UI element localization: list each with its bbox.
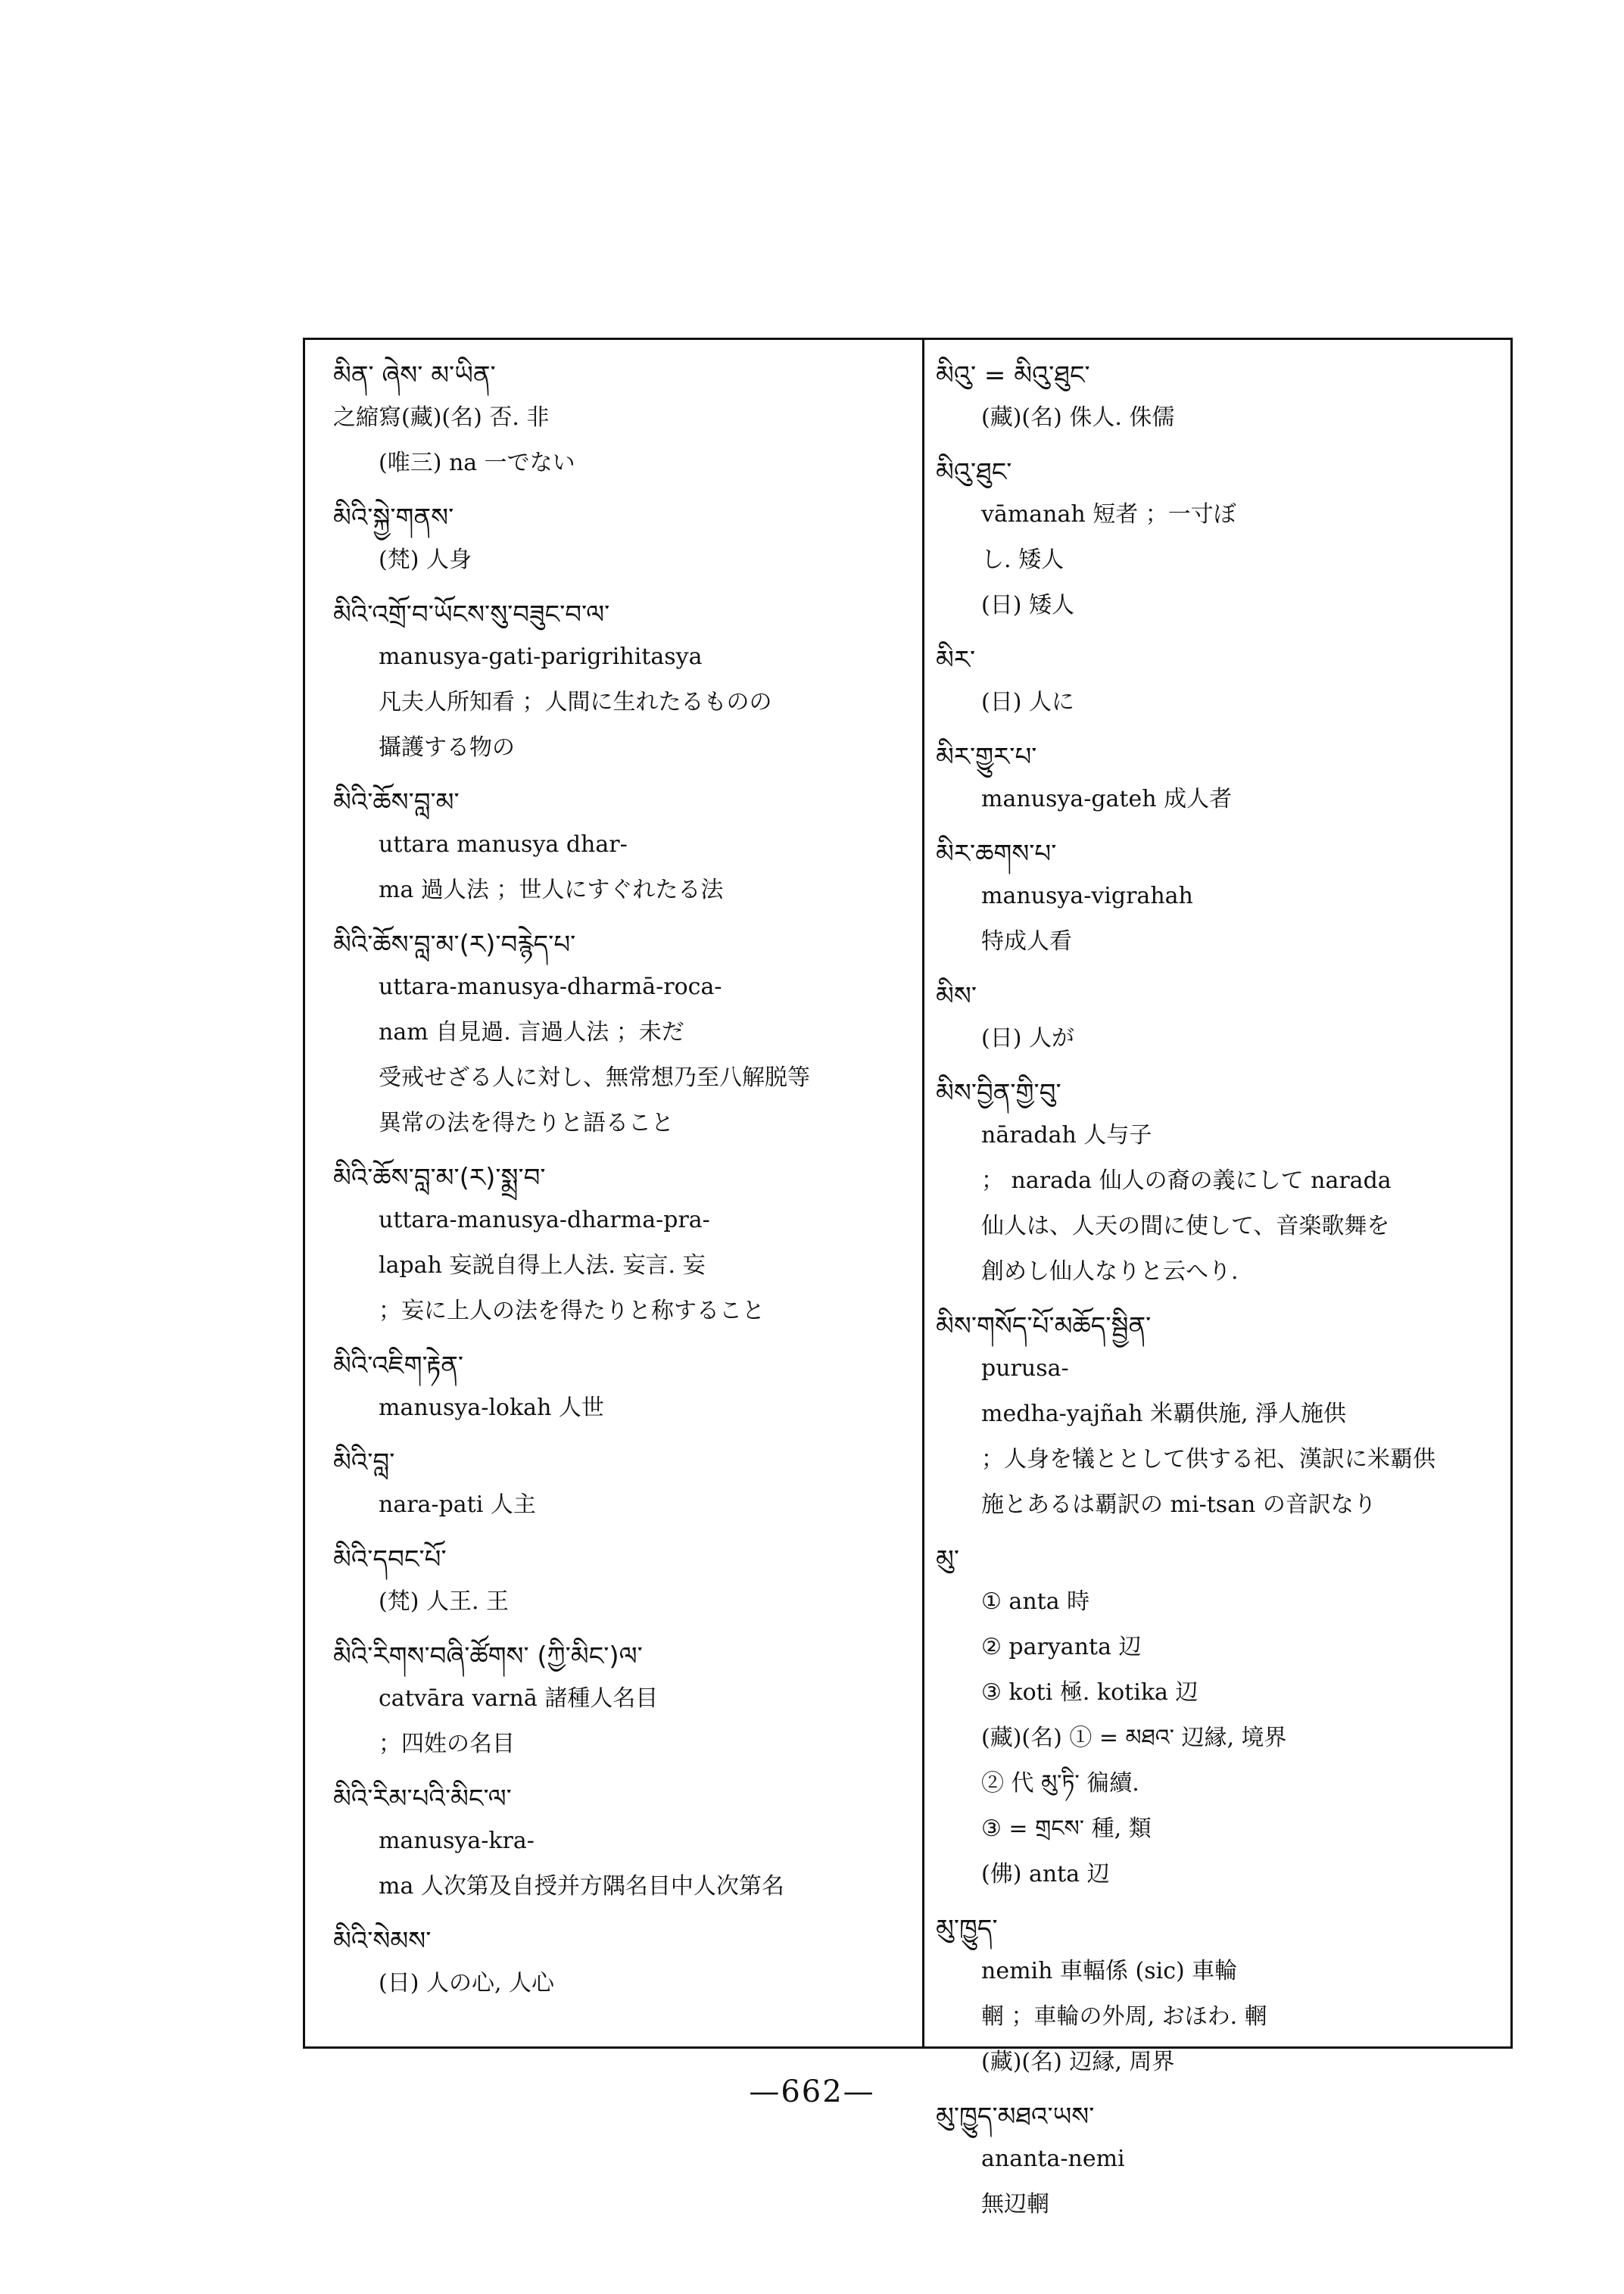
tibetan-headword: མུ་ཁྱུད་ xyxy=(936,1914,998,1944)
tibetan-headword: མིར་ xyxy=(936,645,976,675)
tibetan-headword: མིར་གྱུར་པ་ xyxy=(936,742,1037,772)
tibetan-headword: མིའུ་ = མིའུ་ཐུང་ xyxy=(936,360,1090,391)
entry-line: lapah 妄説自得上人法. 妄言. 妄 xyxy=(379,1252,706,1279)
right-column xyxy=(936,356,1504,2239)
entry xyxy=(936,977,1504,1061)
entry-line: 受戒せざる人に対し、無常想乃至八解脱等 xyxy=(379,1064,810,1091)
entry-line: ；人身を犠ととして供する祀、漢訳に米覇供 xyxy=(981,1446,1435,1473)
entry-line: uttara manusya dhar- xyxy=(379,831,628,858)
entry-line: 仙人は、人天の間に使して、音楽歌舞を xyxy=(981,1213,1390,1239)
entry xyxy=(936,1540,1504,1897)
tibetan-headword: མིའི་ཆོས་བླ་མ་(ར)་སྨྲ་བ་ xyxy=(333,1163,546,1193)
tibetan-headword: མིར་ཆགས་པ་ xyxy=(936,839,1057,869)
entry-line: 施とあるは覇訳の mi-tsan の音訳なり xyxy=(981,1491,1376,1518)
entry xyxy=(936,356,1504,441)
entry-line: (唯三) na 一でない xyxy=(379,450,575,476)
tibetan-headword: མིས་ xyxy=(936,981,977,1011)
entry-line: manusya-vigrahah xyxy=(981,883,1193,909)
tibetan-headword: མིའི་སྐྱེ་གནས་ xyxy=(333,503,454,533)
tibetan-headword: མིན་ ཞེས་ མ་ཡིན་ xyxy=(333,360,496,391)
tibetan-headword: མིའི་དབང་པོ་ xyxy=(333,1544,447,1575)
tibetan-headword: མིའུ་ཐུང་ xyxy=(936,457,1012,488)
tibetan-headword: མིས་གསོད་པོ་མཆོད་སྦྱིན་ xyxy=(936,1311,1152,1342)
entry-line: (日) 人に xyxy=(981,689,1074,715)
entry-line: (藏)(名) 辺縁, 周界 xyxy=(981,2049,1175,2075)
entry-line: manusya-kra- xyxy=(379,1828,535,1854)
entry-line: ； narada 仙人の裔の義にして narada xyxy=(981,1167,1392,1194)
entry-line: (梵) 人身 xyxy=(379,547,472,573)
column-divider xyxy=(922,338,924,2049)
entry xyxy=(333,783,909,913)
entry-line: (佛) anta 辺 xyxy=(981,1861,1110,1887)
entry xyxy=(333,1346,909,1431)
entry xyxy=(936,1307,1504,1528)
entry xyxy=(333,1540,909,1625)
entry xyxy=(936,1074,1504,1295)
entry-line: 創めし仙人なりと云へり. xyxy=(981,1258,1239,1285)
entry-line: ma 過人法 ；世人にすぐれたる法 xyxy=(379,877,724,903)
tibetan-headword: མིའི་སེམས་ xyxy=(333,1926,432,1956)
entry-line: nāradah 人与子 xyxy=(981,1122,1152,1149)
entry-line: manusya-gati-parigrihitasya xyxy=(379,644,703,670)
entry xyxy=(936,834,1504,965)
entry-line: purusa- xyxy=(981,1355,1069,1382)
entry xyxy=(333,595,909,771)
tibetan-headword: མུ་ xyxy=(936,1544,960,1575)
entry xyxy=(333,356,909,486)
entry-line: (藏)(名) 侏人. 侏儒 xyxy=(981,404,1175,431)
page-number: —662— xyxy=(749,2074,875,2109)
entry-line: ；妄に上人の法を得たりと称すること xyxy=(379,1298,765,1324)
entry-line: (梵) 人王. 王 xyxy=(379,1588,510,1615)
entry-line: vāmanah 短者 ；一寸ぼ xyxy=(981,501,1236,528)
entry-line: uttara-manusya-dharma-pra- xyxy=(379,1207,710,1233)
entry xyxy=(936,1909,1504,2085)
left-column xyxy=(333,356,909,2018)
tibetan-headword: མིའི་བླ་ xyxy=(333,1448,395,1478)
entry xyxy=(333,1922,909,2006)
entry-line: (藏)(名) ① = མཐའ་ 辺縁, 境界 xyxy=(981,1725,1287,1751)
entry-line: ananta-nemi xyxy=(981,2146,1125,2172)
entry-line: (日) 矮人 xyxy=(981,592,1074,619)
entry xyxy=(333,498,909,583)
entry-line: medha-yajñah 米覇供施, 淨人施供 xyxy=(981,1401,1347,1427)
entry xyxy=(936,737,1504,822)
entry-line: 異常の法を得たりと語ること xyxy=(379,1110,674,1136)
tibetan-headword: མིའི་རིམ་པའི་མིང་ལ་ xyxy=(333,1784,512,1814)
entry-line: 凡夫人所知看 ；人間に生れたるものの xyxy=(379,689,772,715)
tibetan-headword: མུ་ཁྱུད་མཐའ་ཡས་ xyxy=(936,2102,1095,2132)
entry-line: ② 代 མུ་ཏི་ 徧續. xyxy=(981,1770,1139,1797)
entry-line: ② paryanta 辺 xyxy=(981,1634,1142,1660)
entry-line: (日) 人の心, 人心 xyxy=(379,1970,555,1996)
entry xyxy=(333,1158,909,1334)
entry xyxy=(936,2097,1504,2227)
entry-line: manusya-lokah 人世 xyxy=(379,1395,604,1421)
entry-line: ma 人次第及自授并方隅名目中人次第名 xyxy=(379,1873,784,1900)
tibetan-headword: མིའི་འགྲོ་བ་ཡོངས་སུ་བཟུང་བ་ལ་ xyxy=(333,600,610,630)
entry xyxy=(936,641,1504,725)
entry xyxy=(333,1637,909,1767)
tibetan-headword: མིའི་འཇིག་རྟེན་ xyxy=(333,1351,464,1381)
tibetan-headword: མིའི་ཆོས་བླ་མ་ xyxy=(333,787,460,818)
entry-line: nemih 車輻係 (sic) 車輪 xyxy=(981,1958,1238,1984)
entry xyxy=(333,1443,909,1528)
entry-line: ③ koti 極. kotika 辺 xyxy=(981,1679,1199,1706)
tibetan-headword: མིས་བྱིན་གྱི་བུ་ xyxy=(936,1078,1061,1108)
entry-line: catvāra varnā 諸種人名目 xyxy=(379,1685,659,1712)
entry-line: nara-pati 人主 xyxy=(379,1491,536,1518)
entry-line: ③ = གྲངས་ 種, 類 xyxy=(981,1816,1152,1842)
entry-line: 輞 ；車輪の外周, おほわ. 輞 xyxy=(981,2003,1267,2030)
entry-line: ① anta 時 xyxy=(981,1588,1090,1615)
entry-line: 攝護する物の xyxy=(379,734,515,761)
entry xyxy=(333,925,909,1146)
entry-line: uttara-manusya-dharmā-roca- xyxy=(379,974,722,1000)
entry-line: manusya-gateh 成人者 xyxy=(981,786,1233,812)
entry xyxy=(333,1779,909,1909)
tibetan-headword: མིའི་ཆོས་བླ་མ་(ར)་བརྙེད་པ་ xyxy=(333,930,576,960)
entry-line: し. 矮人 xyxy=(981,547,1064,573)
entry-line: ；四姓の名目 xyxy=(379,1731,515,1757)
entry-line: 無辺輞 xyxy=(981,2191,1049,2218)
entry-line: (日) 人が xyxy=(981,1025,1074,1052)
entry-line: 特成人看 xyxy=(981,928,1072,955)
entry-line: nam 自見過. 言過人法 ；未だ xyxy=(379,1019,684,1046)
tibetan-headword: མིའི་རིགས་བཞི་ཚོགས་ (ཀྱི་མིང་)ལ་ xyxy=(333,1641,643,1672)
entry-line: 之縮寫(藏)(名) 否. 非 xyxy=(333,404,550,431)
entry xyxy=(936,453,1504,628)
